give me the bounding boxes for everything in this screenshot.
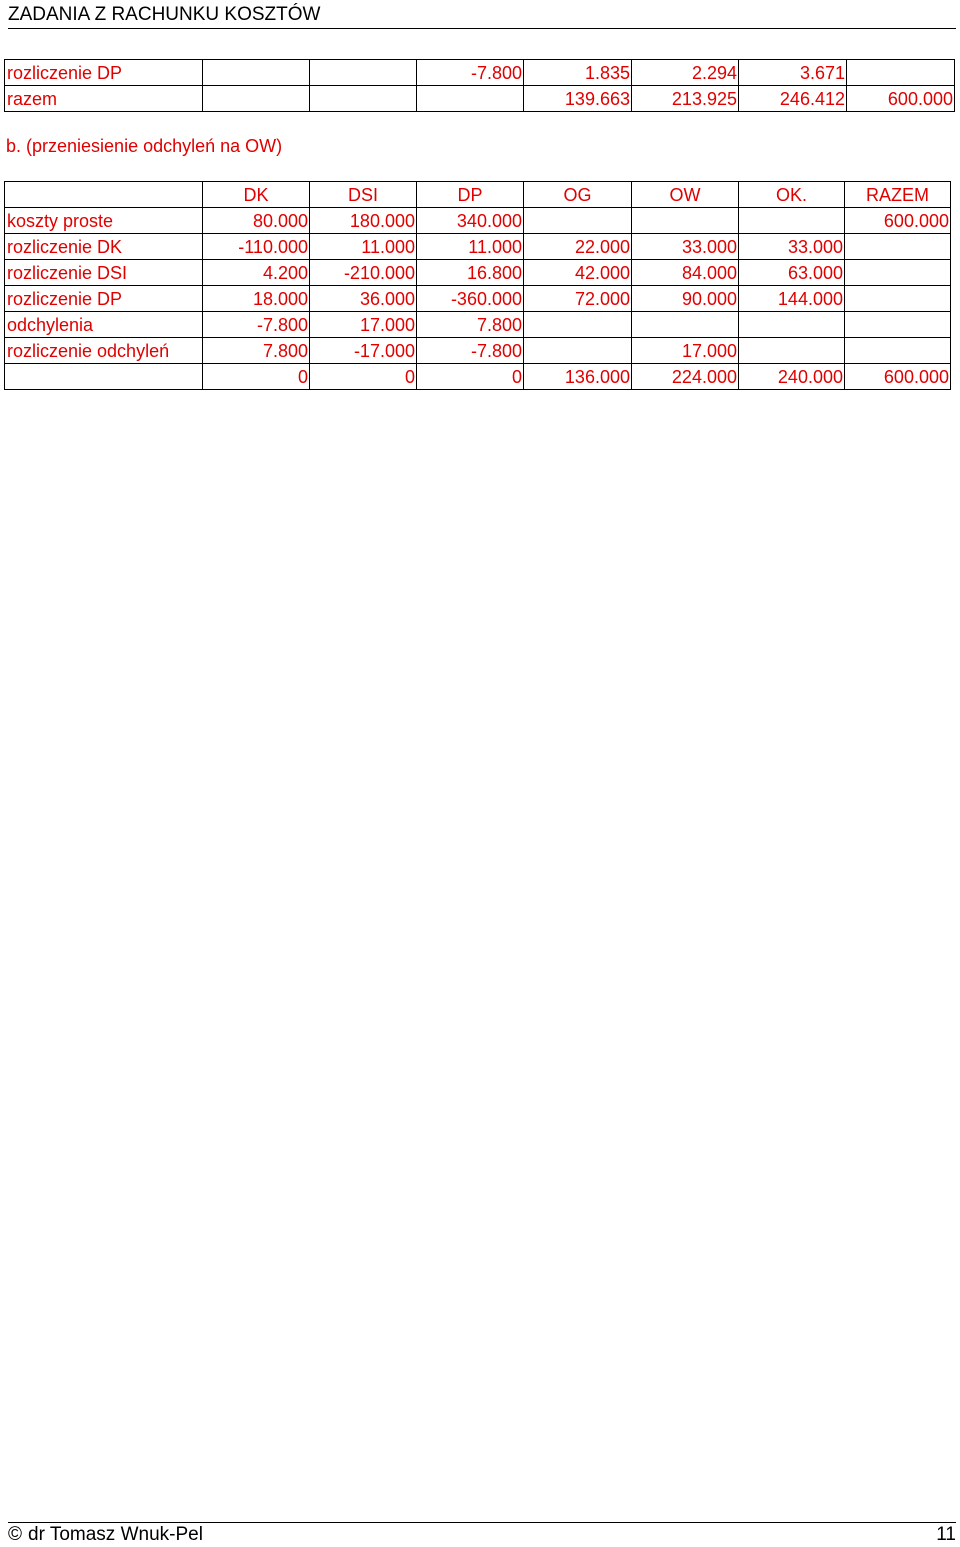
table-cell: 80.000 xyxy=(203,208,310,234)
page-footer xyxy=(8,1522,956,1545)
table-cell: 2.294 xyxy=(632,60,739,86)
table-cell: 33.000 xyxy=(739,234,845,260)
table-cell: 4.200 xyxy=(203,260,310,286)
column-header: DK xyxy=(203,182,310,208)
table-cell: 63.000 xyxy=(739,260,845,286)
table-cell: 7.800 xyxy=(203,338,310,364)
row-label: rozliczenie odchyleń xyxy=(5,338,203,364)
table-cell: 246.412 xyxy=(739,86,847,112)
table-cell xyxy=(845,338,951,364)
table-cell: 17.000 xyxy=(310,312,417,338)
table-cell: 600.000 xyxy=(845,364,951,390)
table-cell: 144.000 xyxy=(739,286,845,312)
table-cell xyxy=(203,86,310,112)
column-header: RAZEM xyxy=(845,182,951,208)
table-cell: 36.000 xyxy=(310,286,417,312)
table-cell xyxy=(310,86,417,112)
table-row xyxy=(5,86,955,112)
section-heading: b. (przeniesienie odchyleń na OW) xyxy=(6,136,283,156)
table-cell xyxy=(739,208,845,234)
table-cell xyxy=(632,312,739,338)
table-cell: -17.000 xyxy=(310,338,417,364)
table-row xyxy=(5,364,951,390)
table-cell xyxy=(739,312,845,338)
header-row xyxy=(5,182,951,208)
table-cell xyxy=(845,260,951,286)
table-cell: 22.000 xyxy=(524,234,632,260)
top-table xyxy=(4,59,955,112)
row-label: rozliczenie DP xyxy=(5,286,203,312)
table-cell: 0 xyxy=(310,364,417,390)
row-label: rozliczenie DP xyxy=(5,60,203,86)
table-row xyxy=(5,208,951,234)
table-cell: 90.000 xyxy=(632,286,739,312)
table-cell: -7.800 xyxy=(417,338,524,364)
table-cell xyxy=(524,338,632,364)
table-cell xyxy=(845,234,951,260)
table-cell: 180.000 xyxy=(310,208,417,234)
table-cell: 3.671 xyxy=(739,60,847,86)
page-number: 11 xyxy=(936,1524,956,1545)
footer-author: dr Tomasz Wnuk-Pel xyxy=(28,1524,203,1545)
column-header: OK. xyxy=(739,182,845,208)
table-cell: 340.000 xyxy=(417,208,524,234)
table-cell xyxy=(417,86,524,112)
table-row xyxy=(5,60,955,86)
main-table xyxy=(4,181,951,390)
table-cell: 33.000 xyxy=(632,234,739,260)
table-cell: 136.000 xyxy=(524,364,632,390)
table-cell: 224.000 xyxy=(632,364,739,390)
table-cell: 72.000 xyxy=(524,286,632,312)
copyright-icon: © xyxy=(8,1524,22,1545)
table-cell: -360.000 xyxy=(417,286,524,312)
column-header: OW xyxy=(632,182,739,208)
table-cell: 600.000 xyxy=(845,208,951,234)
table-cell: 240.000 xyxy=(739,364,845,390)
table-row xyxy=(5,260,951,286)
table-cell xyxy=(203,60,310,86)
row-label: koszty proste xyxy=(5,208,203,234)
row-label xyxy=(5,364,203,390)
table-cell: 0 xyxy=(417,364,524,390)
table-cell: -7.800 xyxy=(417,60,524,86)
table-cell: -210.000 xyxy=(310,260,417,286)
table-row xyxy=(5,234,951,260)
table-cell: 17.000 xyxy=(632,338,739,364)
table-row xyxy=(5,312,951,338)
table-row xyxy=(5,286,951,312)
table-cell: 213.925 xyxy=(632,86,739,112)
column-header xyxy=(5,182,203,208)
table-cell: 0 xyxy=(203,364,310,390)
table-cell: 7.800 xyxy=(417,312,524,338)
column-header: DP xyxy=(417,182,524,208)
table-cell xyxy=(524,312,632,338)
table-cell: 84.000 xyxy=(632,260,739,286)
row-label: rozliczenie DK xyxy=(5,234,203,260)
table-cell: 139.663 xyxy=(524,86,632,112)
table-cell: -7.800 xyxy=(203,312,310,338)
row-label: odchylenia xyxy=(5,312,203,338)
table-cell: 16.800 xyxy=(417,260,524,286)
header-title: ZADANIA Z RACHUNKU KOSZTÓW xyxy=(8,4,321,25)
table-row xyxy=(5,338,951,364)
table-cell: 18.000 xyxy=(203,286,310,312)
table-cell xyxy=(845,312,951,338)
table-cell xyxy=(632,208,739,234)
page-header xyxy=(8,4,956,29)
table-cell xyxy=(739,338,845,364)
table-cell: 11.000 xyxy=(310,234,417,260)
column-header: OG xyxy=(524,182,632,208)
table-cell: 11.000 xyxy=(417,234,524,260)
table-cell: 1.835 xyxy=(524,60,632,86)
table-cell xyxy=(310,60,417,86)
table-cell xyxy=(524,208,632,234)
table-cell: 600.000 xyxy=(847,86,955,112)
row-label: rozliczenie DSI xyxy=(5,260,203,286)
table-cell: 42.000 xyxy=(524,260,632,286)
column-header: DSI xyxy=(310,182,417,208)
table-cell: -110.000 xyxy=(203,234,310,260)
table-cell xyxy=(847,60,955,86)
table-cell xyxy=(845,286,951,312)
row-label: razem xyxy=(5,86,203,112)
